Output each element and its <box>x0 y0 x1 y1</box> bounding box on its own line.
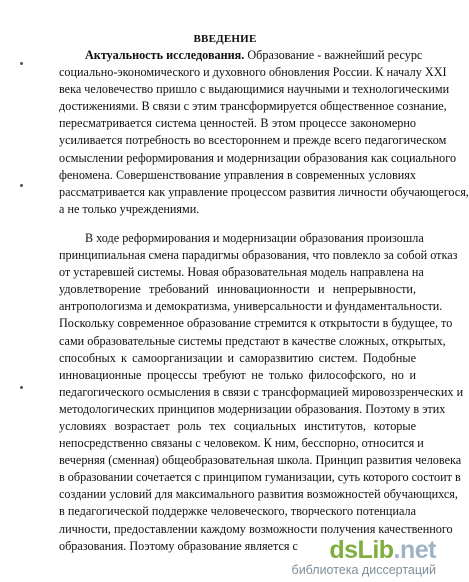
watermark-tagline: библиотека диссертаций <box>291 562 436 577</box>
text-line: осмыслении реформирования и модернизации образования как социального <box>59 150 457 165</box>
text-line: В ходе реформирования и модернизации образования произошла <box>85 230 424 245</box>
text-line: усиливается потребность во всестороннем и прежде всего педагогическом <box>59 133 447 148</box>
lead-bold-text: Актуальность исследования. <box>85 48 245 62</box>
text-line <box>59 47 423 64</box>
paragraph-relevance <box>59 47 469 218</box>
text-line: рассматривается как управление процессом развития личности обучающегося, <box>59 184 469 199</box>
margin-dot <box>20 386 23 389</box>
text-line: методологических принципов модернизации образования. Поэтому в этих <box>59 401 446 416</box>
section-heading: ВВЕДЕНИЕ <box>193 33 257 45</box>
text-line: условиях возрастает роль тех социальных институтов, которые <box>59 418 416 433</box>
text-line: вечерняя (сменная) общеобразовательная школа. Принцип развития человека <box>59 453 462 468</box>
text-line: пересматривается система ценностей. В этом процессе закономерно <box>59 116 416 131</box>
text-line: педагогического осмысления в связи с трансформацией мировоззренческих и <box>59 384 464 399</box>
text-line: непосредственно связаны с человеком. К ним, бесспорно, относится и <box>59 436 424 451</box>
dslib-watermark <box>291 535 436 577</box>
text-line: образования. Поэтому образование является с <box>59 538 298 553</box>
text-line: Поскольку современное образование стремится к открытости в будущее, то <box>59 316 453 331</box>
margin-dot <box>20 184 23 187</box>
text-line: инновационные процессы требуют не только философского, но и <box>59 367 416 382</box>
text-line: феномена. Совершенствование управления в современных условиях <box>59 167 416 182</box>
text-line: от устаревшей системы. Новая образовательная модель направлена на <box>59 265 424 280</box>
text-line: личности, предоставлении каждому возможности получения качественного <box>59 521 453 536</box>
text-line: антропологизма и демократизма, универсальности и фундаментальности. <box>59 299 443 314</box>
text-line: создании условий для максимального развития возможностей обучающихся, <box>59 487 458 502</box>
text-line: социально-экономического и духовного обновления России. К началу XXI <box>59 65 447 80</box>
text-segment: Образование - важнейший ресурс <box>244 48 423 62</box>
margin-dot <box>20 62 23 65</box>
text-line: сами образовательные системы предстают в качестве сложных, открытых, <box>59 333 446 348</box>
text-line: а не только учреждениями. <box>59 201 200 216</box>
text-line: в педагогической поддержке человеческого, творческого потенциала <box>59 504 416 519</box>
text-line: века человечество пришло с выдающимися научными и технологическими <box>59 82 450 97</box>
logo-text-part2: .net <box>393 535 436 564</box>
text-line: в образовании сочетается с принципом гуманизации, суть которого состоит в <box>59 470 461 485</box>
text-line: достижениями. В связи с этим трансформируется общественное сознание, <box>59 99 447 114</box>
dslib-logo <box>292 535 436 564</box>
logo-text-part1: dsLib <box>329 535 394 564</box>
text-line: принципиальная смена парадигмы образования, что повлекло за собой отказ <box>59 248 458 263</box>
text-line: способных к самоорганизации и саморазвитию систем. Подобные <box>59 350 416 365</box>
text-line: удовлетворение требований инновационности и непрерывности, <box>59 282 416 297</box>
